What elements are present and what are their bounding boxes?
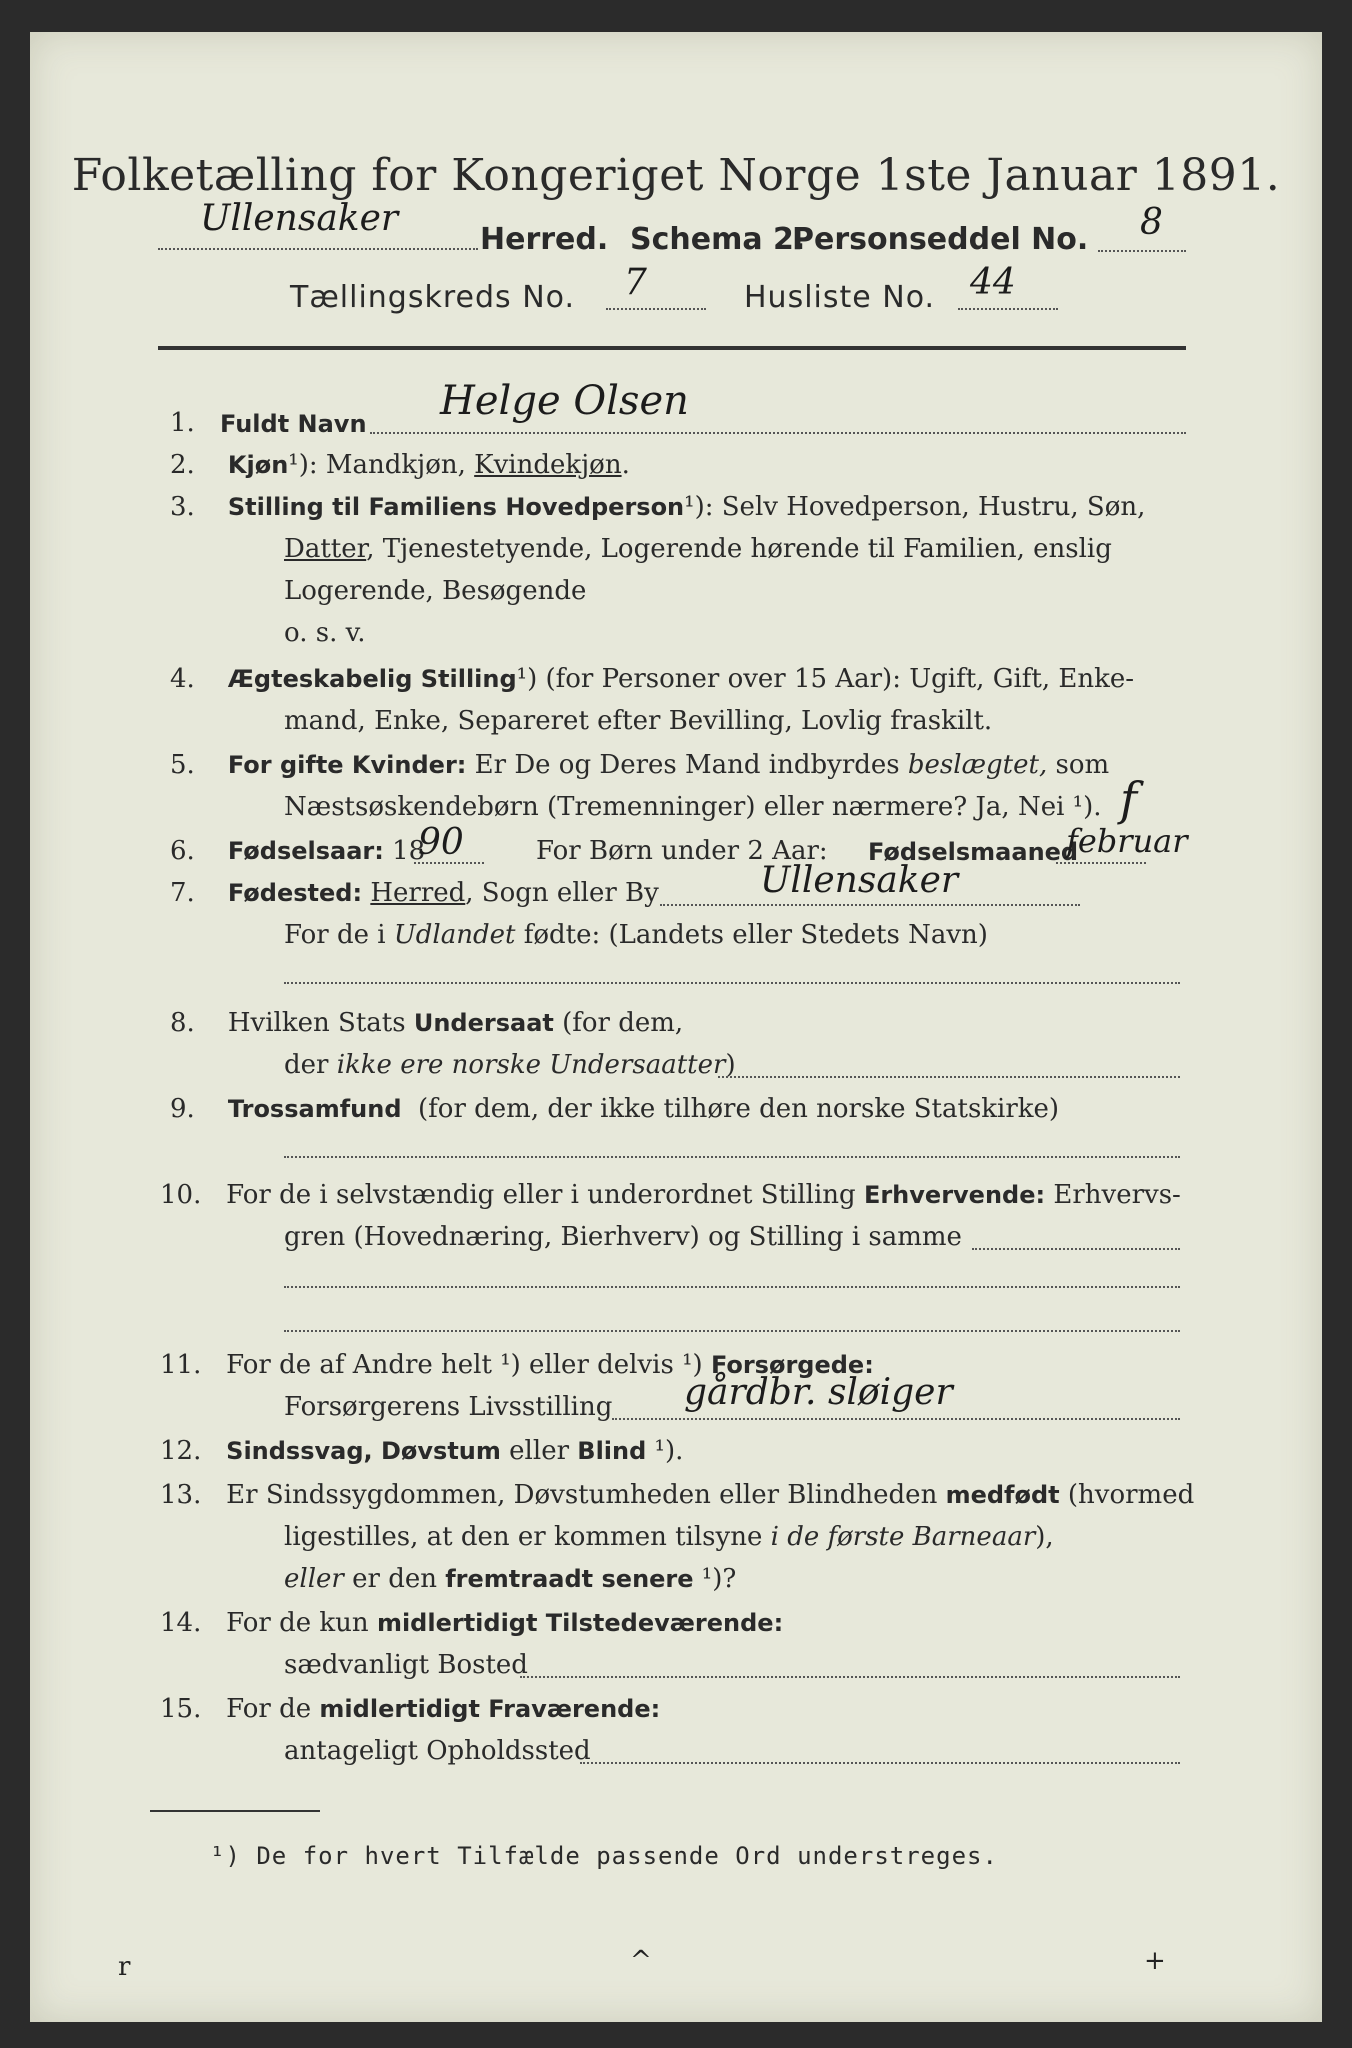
q13-line2-b: ), <box>1035 1522 1054 1552</box>
q7-dotted-line <box>660 904 1080 906</box>
q1-label: Fuldt Navn <box>220 410 367 438</box>
form-title: Folketælling for Kongeriget Norge 1ste Januar 1891. <box>71 150 1281 201</box>
q1-name-value[interactable]: Helge Olsen <box>440 378 689 424</box>
q14-line2: sædvanligt Bosted <box>284 1650 528 1680</box>
q2-text-a: ): Mandkjøn, <box>298 450 475 480</box>
q5-line2: Næstsøskendebørn (Tremenninger) eller nærmere? Ja, Nei ¹). <box>284 792 1102 822</box>
q4-label: Ægteskabelig Stilling <box>227 665 517 693</box>
q6-month-value[interactable]: februar <box>1066 822 1188 860</box>
q10-line2: gren (Hovednæring, Bierhverv) og Stilling i samme <box>284 1222 962 1252</box>
q6-prefix: 18 <box>392 836 426 866</box>
herred-value[interactable]: Ullensaker <box>200 198 399 239</box>
q10-line1-b: Erhvervs- <box>1045 1180 1181 1210</box>
q6-mid-text: For Børn under 2 Aar: <box>536 836 828 866</box>
footnote: ¹) De for hvert Tilfælde passende Ord understreges. <box>210 1842 998 1870</box>
q11-value[interactable]: gårdbr. sløiger <box>684 1372 953 1413</box>
q11-line1-a: For de af Andre helt ¹) eller delvis ¹) <box>226 1350 711 1380</box>
q6-number: 6. <box>170 836 195 866</box>
kreds-dotted-line <box>606 308 706 310</box>
q7-herred-underlined: Herred <box>370 878 466 908</box>
q3-line3: Logerende, Besøgende <box>284 576 587 606</box>
q14-number: 14. <box>160 1608 202 1638</box>
q5-line1-a: Er De og Deres Mand indbyrdes <box>474 750 908 780</box>
q13-line1 <box>160 1480 1194 1510</box>
q5-label: For gifte Kvinder: <box>227 751 467 779</box>
q7-text-b: , Sogn eller By <box>465 878 659 908</box>
q14-dotted-line <box>520 1676 1180 1678</box>
q14-line1-a: For de kun <box>226 1608 377 1638</box>
q6-month-dotted-line <box>1056 862 1146 864</box>
q6-label: Fødselsaar: <box>227 837 384 865</box>
q2-label: Kjøn <box>227 451 289 479</box>
q3-line2 <box>284 534 1112 564</box>
q4-line1-rest: ¹) (for Personer over 15 Aar): Ugift, Gift, Enke- <box>516 664 1135 694</box>
q4-line1 <box>170 664 1134 694</box>
q7-line1 <box>170 878 659 908</box>
q5-line1 <box>170 750 1109 780</box>
q15-line2: antageligt Opholdssted <box>284 1736 591 1766</box>
q3-line1-rest: ¹): Selv Hovedperson, Hustru, Søn, <box>684 492 1146 522</box>
husliste-label: Husliste No. <box>744 280 936 315</box>
q2-number: 2. <box>170 450 195 480</box>
q7-value[interactable]: Ullensaker <box>760 860 959 901</box>
q10-dotted-line-2 <box>284 1286 1180 1288</box>
q13-line3 <box>284 1564 736 1594</box>
q3-datter-underlined: Datter <box>284 534 367 564</box>
q10-dotted-line-3 <box>284 1330 1180 1332</box>
q4-line2: mand, Enke, Separeret efter Bevilling, Lovlig fraskilt. <box>284 706 993 736</box>
personseddel-label: Personseddel No. <box>792 222 1089 257</box>
q15-line1 <box>160 1694 660 1724</box>
q11-number: 11. <box>160 1350 202 1380</box>
q7-line2-a: For de i <box>284 920 394 950</box>
q7-number: 7. <box>170 878 195 908</box>
corner-mark-left: r <box>118 1952 131 1982</box>
q13-label: medfødt <box>945 1481 1060 1509</box>
q10-label: Erhvervende: <box>863 1181 1046 1209</box>
q13-line1-b: (hvormed <box>1059 1480 1195 1510</box>
q3-label: Stilling til Familiens Hovedperson <box>227 493 685 521</box>
q6-month-label: Fødselsmaaned <box>868 838 1079 866</box>
q6-line <box>170 836 425 866</box>
q7-blank-dotted-line <box>284 982 1180 984</box>
q10-line1 <box>160 1180 1181 1210</box>
q13-line2-a: ligestilles, at den er kommen tilsyne <box>284 1522 771 1552</box>
q3-number: 3. <box>170 492 195 522</box>
q2-sup: ¹ <box>288 450 299 480</box>
q3-line2-rest: , Tjenestetyende, Logerende hørende til Familien, enslig <box>366 534 1112 564</box>
schema-label: Schema 2. <box>630 222 806 257</box>
husliste-dotted-line <box>958 308 1058 310</box>
q8-number: 8. <box>170 1008 195 1038</box>
q11-line2: Forsørgerens Livsstilling <box>284 1392 613 1422</box>
q5-value[interactable]: f <box>1120 772 1138 826</box>
q12-label: Sindssvag, Døvstum <box>226 1437 501 1465</box>
q7-line2-b: fødte: (Landets eller Stedets Navn) <box>515 920 988 950</box>
personseddel-dotted-line <box>1098 250 1186 252</box>
q12-rest: ¹). <box>646 1436 684 1466</box>
q13-line1-a: Er Sindssygdommen, Døvstumheden eller Blindheden <box>226 1480 946 1510</box>
q8-line2 <box>284 1050 736 1080</box>
q9-rest: (for dem, der ikke tilhøre den norske Statskirke) <box>418 1094 1060 1124</box>
q1-number: 1. <box>170 408 195 438</box>
q13-number: 13. <box>160 1480 202 1510</box>
q11-dotted-line <box>612 1418 1180 1420</box>
q15-dotted-line <box>580 1762 1180 1764</box>
q10-dotted-line-1 <box>972 1248 1180 1250</box>
q9-number: 9. <box>170 1094 195 1124</box>
q3-line4: o. s. v. <box>284 618 366 648</box>
q15-number: 15. <box>160 1694 202 1724</box>
corner-mark-right: + <box>1144 1946 1166 1976</box>
q9-dotted-line <box>284 1156 1180 1158</box>
kreds-value[interactable]: 7 <box>624 262 647 303</box>
q12-line <box>160 1436 683 1466</box>
q8-line2-a: der <box>284 1050 337 1080</box>
q13-line3-italic: eller <box>284 1564 344 1594</box>
q10-number: 10. <box>160 1180 202 1210</box>
q12-number: 12. <box>160 1436 202 1466</box>
q4-number: 4. <box>170 664 195 694</box>
q11-label: Forsørgede: <box>710 1351 874 1379</box>
footnote-rule <box>150 1810 320 1812</box>
herred-label: Herred. <box>480 222 609 257</box>
q6-year-value[interactable]: 90 <box>418 822 464 863</box>
q2-kvindekjon-underlined: Kvindekjøn <box>474 450 622 480</box>
q8-line1-b: (for dem, <box>553 1008 684 1038</box>
q3-line1 <box>170 492 1145 522</box>
q13-line3-b: ¹)? <box>693 1564 737 1594</box>
q7-line2 <box>284 920 988 950</box>
q12-label2: Blind <box>577 1437 647 1465</box>
q9-label: Trossamfund <box>227 1095 402 1123</box>
q2-text-c: . <box>621 450 630 480</box>
q13-label2: fremtraadt senere <box>445 1565 694 1593</box>
q5-line1-b: som <box>1047 750 1110 780</box>
q8-line2-italic: ikke ere norske Undersaatter <box>336 1050 726 1080</box>
header-rule <box>158 346 1186 350</box>
q7-line2-italic: Udlandet <box>393 920 516 950</box>
herred-dotted-line <box>158 248 478 250</box>
q14-line1 <box>160 1608 783 1638</box>
q7-label: Fødested: <box>227 879 363 907</box>
q13-line3-a: er den <box>343 1564 446 1594</box>
corner-mark-center: ^ <box>630 1946 652 1976</box>
q9-line <box>170 1094 1059 1124</box>
q8-dotted-line <box>718 1076 1180 1078</box>
q5-line1-italic: beslægtet, <box>907 750 1048 780</box>
q5-number: 5. <box>170 750 195 780</box>
q13-line2-italic: i de første Barneaar <box>770 1522 1036 1552</box>
q14-label: midlertidigt Tilstedeværende: <box>376 1609 784 1637</box>
kreds-label: Tællingskreds No. <box>290 280 575 315</box>
q15-label: midlertidigt Fraværende: <box>319 1695 661 1723</box>
q12-mid: eller <box>500 1436 578 1466</box>
q1-dotted-line <box>370 432 1186 434</box>
q8-line1 <box>170 1008 683 1038</box>
q8-line2-b: ) <box>725 1050 736 1080</box>
q15-line1-a: For de <box>226 1694 320 1724</box>
q2-line <box>170 450 630 480</box>
q8-label: Undersaat <box>413 1009 554 1037</box>
personseddel-value[interactable]: 8 <box>1140 202 1163 243</box>
q8-line1-a: Hvilken Stats <box>227 1008 414 1038</box>
q10-line1-a: For de i selvstændig eller i underordnet Stilling <box>226 1180 864 1210</box>
husliste-value[interactable]: 44 <box>970 262 1016 303</box>
q13-line2 <box>284 1522 1054 1552</box>
